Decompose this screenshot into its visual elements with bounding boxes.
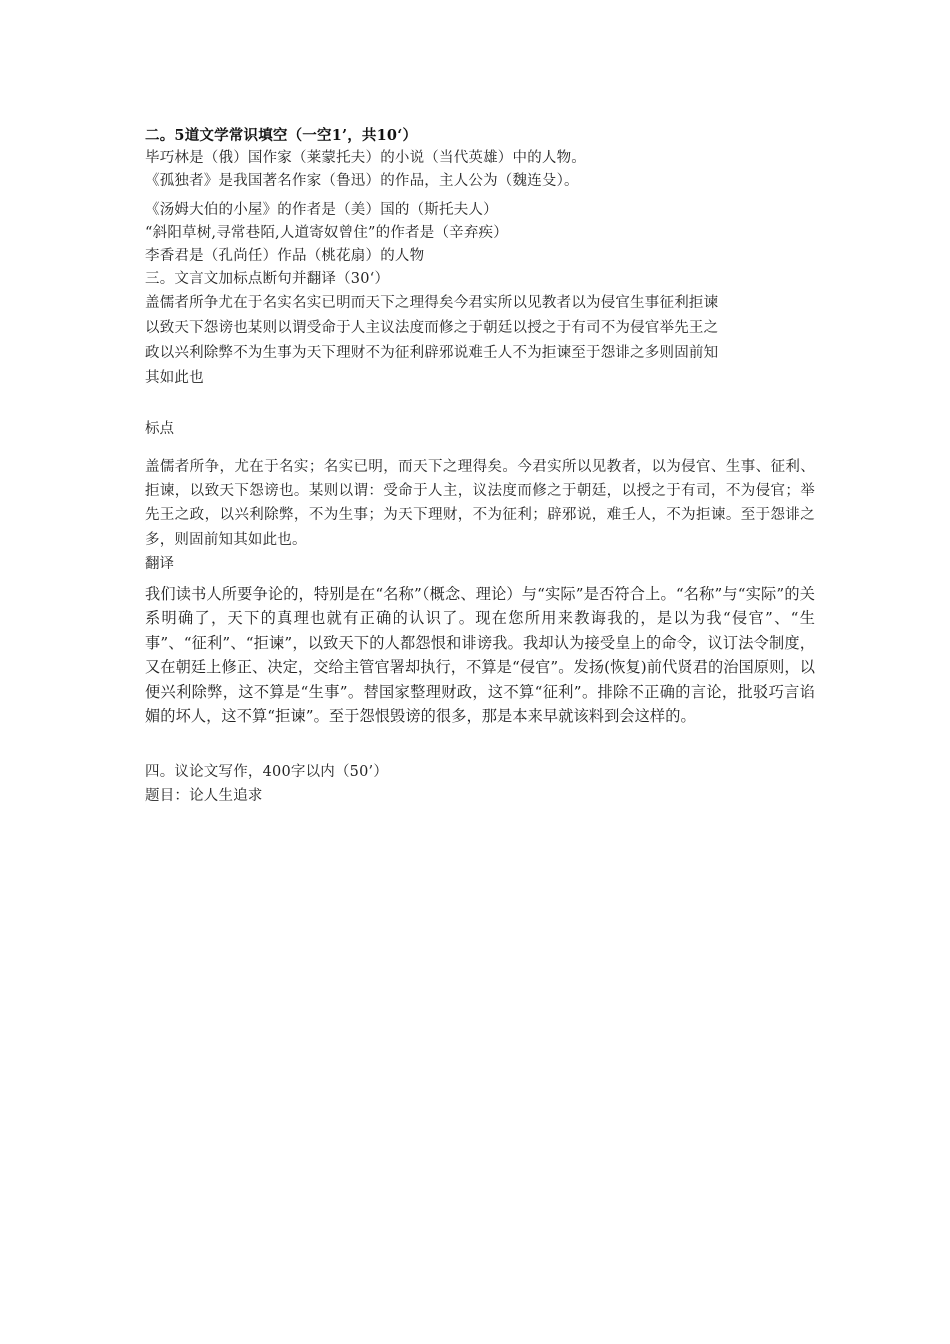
essay-topic: 题目：论人生追求 xyxy=(145,787,263,804)
classical-text-line: 政以兴利除弊不为生事为天下理财不为征利辟邪说难壬人不为拒谏至于怨诽之多则固前知 xyxy=(145,345,719,361)
section-2-item: 《汤姆大伯的小屋》的作者是（美）国的（斯托夫人） xyxy=(145,202,498,218)
punctuated-text: 盖儒者所争，尤在于名实；名实已明，而天下之理得矣。今君实所以见教者，以为侵官、生事、征利、拒谏，以致天下怨谤也。某则以谓：受命于人主，议法度而修之于朝廷，以授之于有司，不为侵官；举先王之政，以兴利除弊，不为生事；为天下理财，不为征利；辟邪说，难壬人，不为拒谏。至于怨诽之多，则固前知其如此也。 xyxy=(145,459,815,548)
section-3-heading: 三。文言文加标点断句并翻译（30‘） xyxy=(145,271,390,287)
translation-label: 翻译 xyxy=(145,555,174,572)
section-2-item: 李香君是（孔尚任）作品（桃花扇）的人物 xyxy=(145,248,425,264)
translation-text: 我们读书人所要争论的，特别是在“名称”（概念、理论）与“实际”是否符合上。“名称”与“实际”的关系明确了，天下的真理也就有正确的认识了。现在您所用来教诲我的，是以为我“侵官”、“生事”、“征利”、“拒谏”，以致天下的人都怨恨和诽谤我。我却认为接受皇上的命令，议订法令制度，又在朝廷上修正、决定，交给主管官署却执行，不算是“侵官”。发扬(恢复)前代贤君的治国原则，以便兴利除弊，这不算是“生事”。替国家整理财政，这不算“征利”。排除不正确的言论，批驳巧言谄媚的坏人，这不算“拒谏”。至于怨恨毁谤的很多，那是本来早就该料到会这样的。 xyxy=(145,584,815,726)
section-2-item: 毕巧林是（俄）国作家（莱蒙托夫）的小说（当代英雄）中的人物。 xyxy=(145,150,586,166)
section-2-item: “斜阳草树,寻常巷陌,人道寄奴曾住”的作者是（辛弃疾） xyxy=(145,225,508,241)
punctuation-label: 标点 xyxy=(145,421,174,437)
section-2-heading: 二。5道文学常识填空（一空1’，共10‘） xyxy=(145,127,418,144)
document-page xyxy=(145,124,815,809)
classical-text-line: 盖儒者所争尤在于名实名实已明而天下之理得矣今君实所以见教者以为侵官生事征利拒谏 xyxy=(145,295,719,311)
classical-text-line: 以致天下怨谤也某则以谓受命于人主议法度而修之于朝廷以授之于有司不为侵官举先王之 xyxy=(145,320,719,336)
section-4-heading: 四。议论文写作，400字以内（50’） xyxy=(145,763,389,780)
section-2-item: 《孤独者》是我国著名作家（鲁迅）的作品，主人公为（魏连殳）。 xyxy=(145,173,579,189)
classical-text-line: 其如此也 xyxy=(145,370,204,386)
